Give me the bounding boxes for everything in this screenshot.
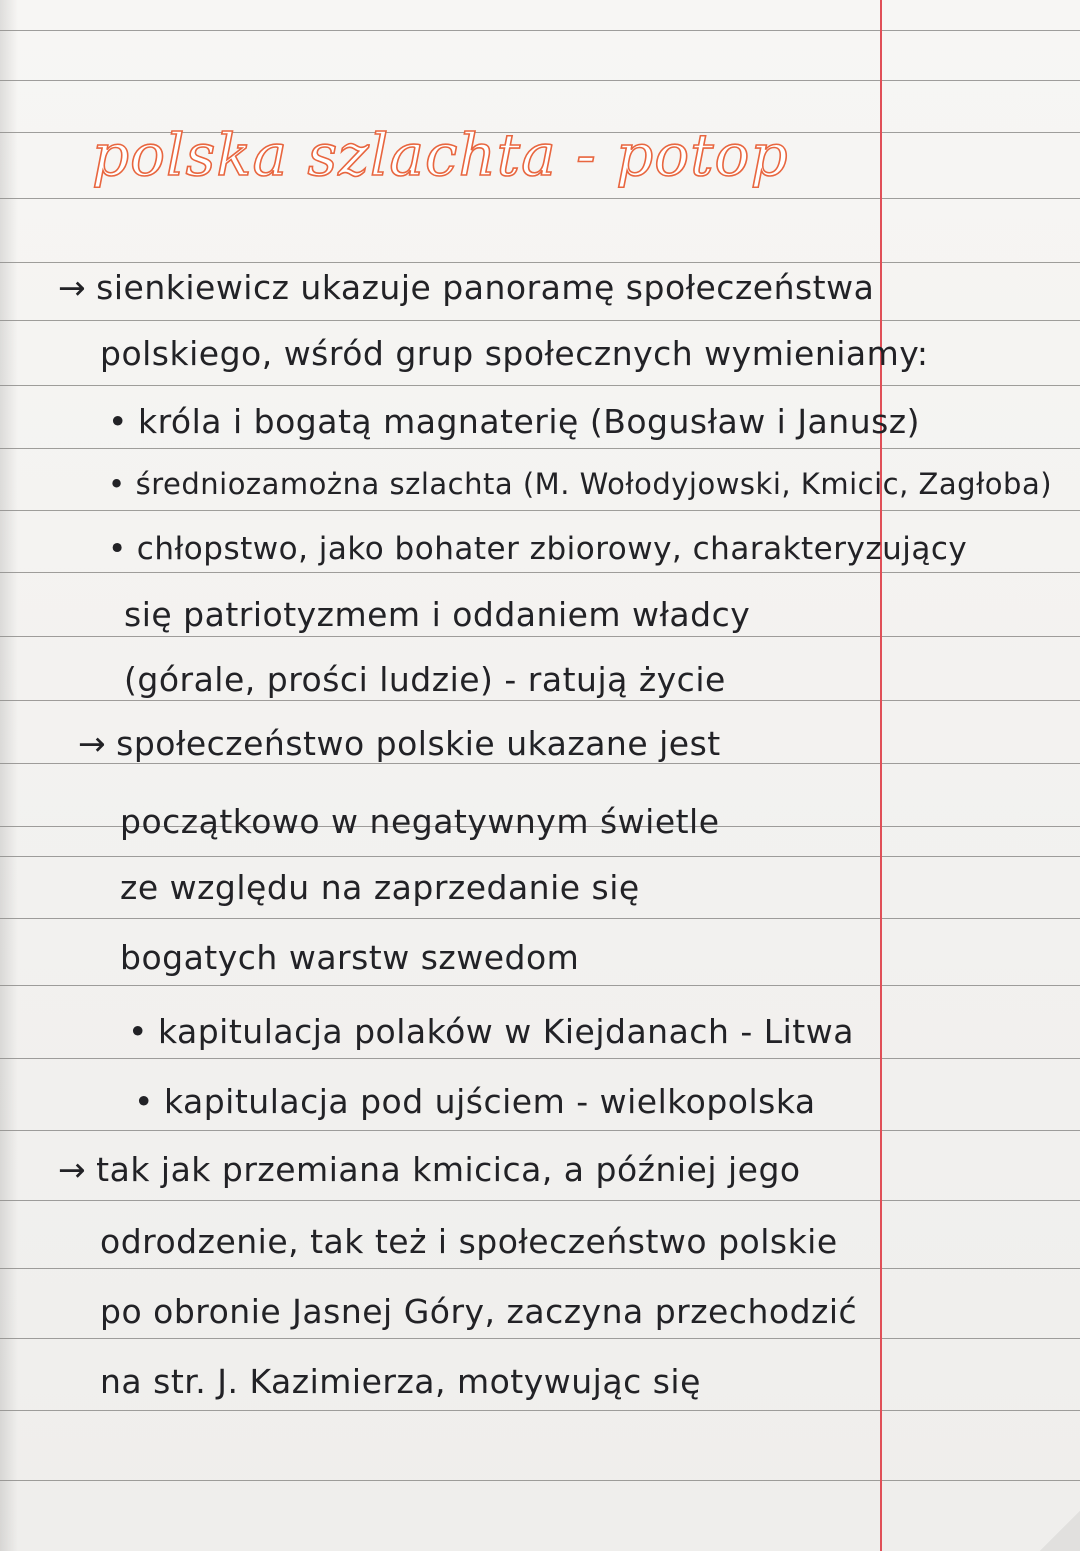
line-text: króla i bogatą magnaterię (Bogusław i Janusz) <box>137 402 921 441</box>
line-text: się patriotyzmem i oddaniem władcy <box>124 595 751 634</box>
line-text: polskiego, wśród grup społecznych wymieniamy: <box>100 334 929 373</box>
bullet-icon: • <box>108 467 126 501</box>
line-text: bogatych warstw szwedom <box>120 938 580 977</box>
line-text: (górale, prości ludzie) - ratują życie <box>124 660 726 699</box>
ruled-line <box>0 1480 1080 1481</box>
bullet-icon: • <box>108 531 127 567</box>
note-line-16 <box>100 1290 857 1334</box>
line-text: sienkiewicz ukazuje panoramę społeczeństwa <box>96 268 875 307</box>
note-line-3 <box>108 400 920 444</box>
arrow-icon: → <box>58 1150 87 1189</box>
note-line-8 <box>78 722 721 766</box>
page-title: polska szlachta - potop <box>92 121 789 189</box>
note-line-5 <box>108 527 967 571</box>
page-edge-shadow <box>0 0 18 1551</box>
note-line-7 <box>124 658 726 702</box>
line-text: tak jak przemiana kmicica, a później jego <box>96 1150 801 1189</box>
line-text: średniozamożna szlachta (M. Wołodyjowski, Kmicic, Zagłoba) <box>135 467 1053 501</box>
bullet-icon: • <box>134 1082 154 1121</box>
ruled-line <box>0 1268 1080 1269</box>
ruled-line <box>0 320 1080 321</box>
note-line-9 <box>120 800 720 844</box>
ruled-line <box>0 985 1080 986</box>
line-text: chłopstwo, jako bohater zbiorowy, charakteryzujący <box>136 531 968 567</box>
ruled-line <box>0 30 1080 31</box>
line-text: ze względu na zaprzedanie się <box>120 868 640 907</box>
note-line-11 <box>120 936 579 980</box>
note-line-13 <box>134 1080 816 1124</box>
ruled-line <box>0 448 1080 449</box>
page-corner <box>1040 1511 1080 1551</box>
line-text: na str. J. Kazimierza, motywując się <box>100 1362 701 1401</box>
line-text: odrodzenie, tak też i społeczeństwo polskie <box>100 1222 838 1261</box>
ruled-line <box>0 1130 1080 1131</box>
bullet-icon: • <box>108 402 128 441</box>
margin-line <box>880 0 882 1551</box>
ruled-line <box>0 918 1080 919</box>
ruled-line <box>0 572 1080 573</box>
line-text: kapitulacja polaków w Kiejdanach - Litwa <box>157 1012 854 1051</box>
line-text: po obronie Jasnej Góry, zaczyna przechodzić <box>100 1292 858 1331</box>
note-line-14 <box>58 1148 801 1192</box>
ruled-line <box>0 856 1080 857</box>
ruled-line <box>0 1338 1080 1339</box>
line-text: społeczeństwo polskie ukazane jest <box>116 724 721 763</box>
ruled-line <box>0 510 1080 511</box>
note-line-10 <box>120 866 640 910</box>
ruled-line <box>0 262 1080 263</box>
ruled-line <box>0 80 1080 81</box>
arrow-icon: → <box>58 268 87 307</box>
ruled-line <box>0 1200 1080 1201</box>
line-text: kapitulacja pod ujściem - wielkopolska <box>163 1082 816 1121</box>
line-text: początkowo w negatywnym świetle <box>120 802 720 841</box>
bullet-icon: • <box>128 1012 148 1051</box>
note-line-1 <box>58 266 874 310</box>
ruled-line <box>0 1058 1080 1059</box>
note-line-15 <box>100 1220 838 1264</box>
note-line-6 <box>124 593 750 637</box>
ruled-line <box>0 385 1080 386</box>
note-line-17 <box>100 1360 701 1404</box>
note-line-12 <box>128 1010 854 1054</box>
ruled-line <box>0 1410 1080 1411</box>
arrow-icon: → <box>78 724 107 763</box>
note-line-4 <box>108 462 1052 506</box>
note-line-2 <box>100 332 929 376</box>
